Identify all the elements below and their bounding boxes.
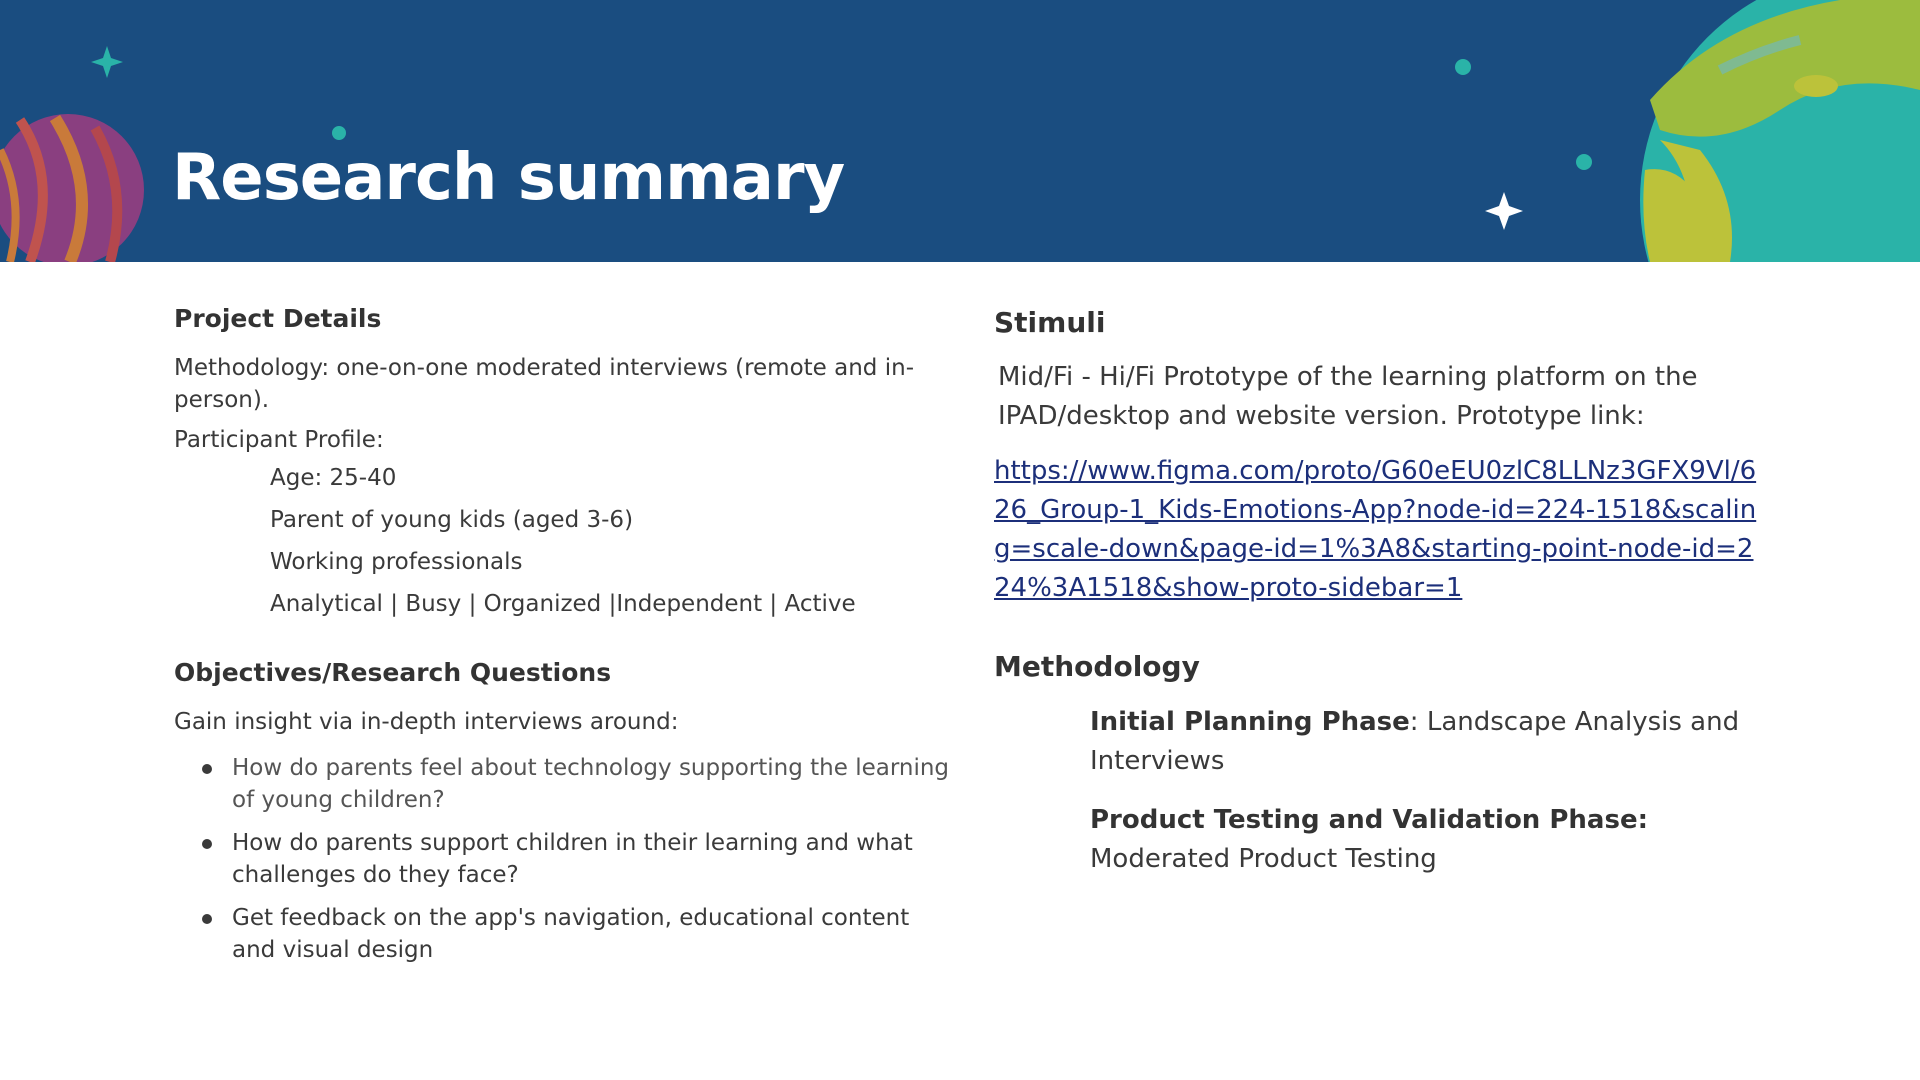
profile-item: Parent of young kids (aged 3-6) — [270, 507, 634, 533]
phase-label: Initial Planning Phase — [1090, 707, 1410, 738]
phase-label: Product Testing and Validation Phase: — [1090, 805, 1648, 836]
right-planet-icon — [1640, 0, 1920, 262]
bullet-icon — [202, 914, 212, 924]
page-title: Research summary — [172, 141, 845, 215]
dot-icon — [1455, 59, 1471, 75]
dot-icon — [332, 126, 346, 140]
participant-profile-label: Participant Profile: — [174, 427, 384, 453]
dot-icon — [1576, 154, 1592, 170]
phase-separator: : — [1409, 707, 1427, 738]
prototype-link[interactable]: https://www.figma.com/proto/G60eEU0zlC8LLNz3GFX9Vl/626_Group-1_Kids-Emotions-App?node-id=224-1518&scaling=scale-down&page-id=1%3A8&starting-point-node-id=224%3A1518&show-proto-sidebar=1 — [994, 455, 1757, 603]
list-item — [232, 902, 954, 966]
profile-item: Analytical | Busy | Organized |Independent | Active — [270, 591, 856, 617]
phase-text: Landscape Analysis and Interviews — [1090, 707, 1740, 777]
methodology-heading: Methodology — [994, 649, 1200, 683]
list-item-text: Get feedback on the app's navigation, educational content and visual design — [232, 905, 910, 963]
methodology-phases — [994, 703, 1764, 879]
header-banner — [0, 0, 1920, 262]
decorative-space-illustration — [0, 0, 1920, 262]
left-column — [174, 304, 954, 977]
list-item-text: How do parents support children in their learning and what challenges do they face? — [232, 830, 913, 888]
stimuli-description: Mid/Fi - Hi/Fi Prototype of the learning platform on the IPAD/desktop and website version. Prototype link: — [998, 361, 1698, 431]
right-column — [994, 306, 1764, 899]
objectives-intro: Gain insight via in-depth interviews around: — [174, 709, 679, 735]
bullet-icon — [202, 839, 212, 849]
left-planet-icon — [0, 114, 144, 262]
sparkle-icon — [91, 46, 123, 78]
phase-item — [1090, 703, 1764, 781]
list-item — [232, 827, 954, 891]
participant-profile-list — [270, 462, 954, 620]
list-item-text: How do parents feel about technology supporting the learning of young children? — [232, 755, 950, 813]
bullet-icon — [202, 764, 212, 774]
stimuli-heading: Stimuli — [994, 306, 1106, 339]
objectives-heading: Objectives/Research Questions — [174, 658, 612, 687]
profile-item: Working professionals — [270, 549, 523, 575]
phase-text: Moderated Product Testing — [1090, 844, 1437, 875]
phase-item — [1090, 801, 1764, 879]
objectives-list — [174, 752, 954, 966]
methodology-text: Methodology: one-on-one moderated interviews (remote and in-person). — [174, 355, 914, 413]
profile-item: Age: 25-40 — [270, 465, 397, 491]
sparkle-icon — [1485, 192, 1523, 230]
project-details-heading: Project Details — [174, 304, 382, 333]
list-item — [232, 752, 954, 816]
